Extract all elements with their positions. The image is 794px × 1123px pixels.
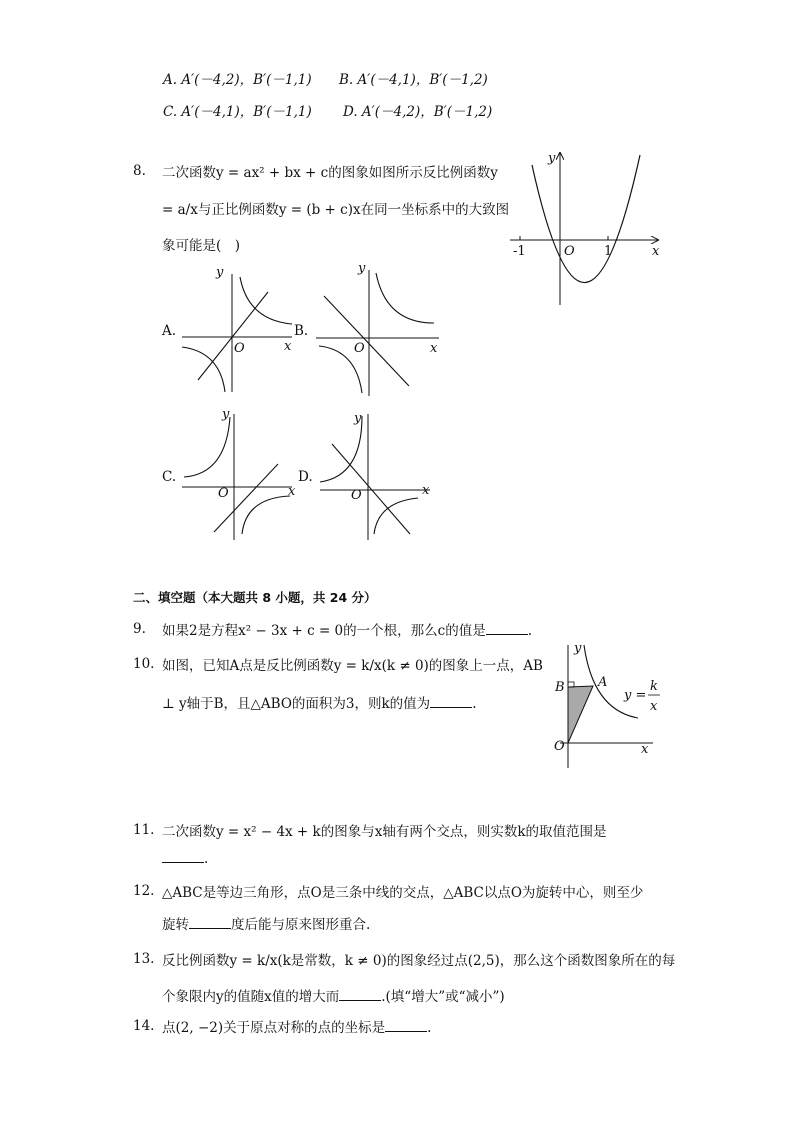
q8-option-a-graph (180, 262, 300, 397)
q9-text: 如果2是方程x² − 3x + c = 0的一个根，那么c的值是 . (162, 623, 533, 639)
point-b-label: B (555, 680, 565, 695)
hyperbola-branch (374, 498, 418, 534)
origin-label: O (554, 739, 565, 754)
origin-label: O (234, 341, 245, 356)
q8-line2: = a/x与正比例函数y = (b + c)x在同一坐标系中的大致图 (162, 202, 510, 218)
q8-option-c-label: C. (162, 469, 177, 485)
origin-label: O (564, 244, 575, 259)
answer-blank[interactable] (162, 861, 204, 863)
q10-hyperbola-graph (548, 640, 668, 770)
x-label: x (652, 244, 660, 259)
q12-number: 12. (133, 883, 155, 899)
right-angle-mark (568, 682, 574, 687)
q12-line1: △ABC是等边三角形，点O是三条中线的交点，△ABC以点O为旋转中心，则至少 (162, 885, 644, 901)
q8-number: 8. (133, 163, 146, 179)
line-graph (324, 296, 409, 386)
q8-option-d-label: D. (298, 469, 313, 485)
y-label: y (222, 407, 230, 422)
tick-neg1-label: -1 (513, 244, 526, 259)
hyperbola-branch (242, 496, 290, 534)
hyperbola-branch (376, 273, 434, 323)
answer-blank[interactable] (486, 633, 528, 635)
hyperbola-branch (184, 417, 230, 477)
x-label: x (430, 341, 438, 356)
q10-line2: ⊥ y轴于B，且△ABO的面积为3，则k的值为 . (162, 696, 477, 712)
q11-line2: . (162, 851, 208, 867)
y-label: y (216, 265, 224, 280)
y-label: y (574, 641, 582, 656)
x-label: x (284, 339, 292, 354)
tick-pos1-label: 1 (604, 244, 613, 259)
q8-option-c-graph (180, 402, 300, 542)
q7-option-d: D. A′(－4,2)，B′(－1,2) (343, 104, 493, 120)
origin-label: O (218, 486, 229, 501)
function-denominator: x (650, 699, 658, 714)
q8-option-b-graph (314, 258, 444, 398)
q14-number: 14. (133, 1018, 155, 1034)
function-numerator: k (650, 679, 658, 694)
q13-number: 13. (133, 951, 155, 967)
q7-option-b: B. A′(－4,1)，B′(－1,2) (339, 72, 488, 88)
origin-label: O (351, 488, 362, 503)
y-label: y (358, 261, 366, 276)
q8-option-b-label: B. (294, 323, 309, 339)
q8-option-a-label: A. (162, 323, 177, 339)
q7-option-a: A. A′(－4,2)，B′(－1,1) (163, 72, 312, 88)
y-label: y (548, 151, 556, 166)
q8-line3: 象可能是( ) (162, 238, 241, 254)
line-graph (332, 444, 410, 534)
x-label: x (641, 742, 649, 757)
origin-label: O (354, 341, 365, 356)
q11-number: 11. (133, 822, 155, 838)
q7-option-c: C. A′(－4,1)，B′(－1,1) (163, 104, 312, 120)
q10-number: 10. (133, 656, 155, 672)
q13-line1: 反比例函数y = k/x(k是常数，k ≠ 0)的图象经过点(2,5)，那么这个函数图象所在的每 (162, 953, 676, 969)
q11-line1: 二次函数y = x² − 4x + k的图象与x轴有两个交点，则实数k的取值范围是 (162, 824, 607, 840)
q10-line1: 如图，已知A点是反比例函数y = k/x(k ≠ 0)的图象上一点，AB (162, 658, 543, 674)
q12-line2: 旋转 度后能与原来图形重合. (162, 917, 371, 933)
answer-blank[interactable] (430, 706, 472, 708)
answer-blank[interactable] (385, 1030, 427, 1032)
parabola-curve (532, 155, 640, 283)
q14-text: 点(2, −2)关于原点对称的点的坐标是 . (162, 1020, 432, 1036)
line-graph (198, 292, 268, 380)
q13-line2: 个象限内y的值随x值的增大而 .(填“增大”或“减小”) (162, 989, 505, 1005)
answer-blank[interactable] (189, 927, 231, 929)
hyperbola-curve (584, 645, 638, 718)
q8-parabola-graph (500, 145, 670, 310)
point-a-label: A (598, 675, 608, 690)
q8-option-d-graph (318, 402, 438, 542)
section-heading: 二、填空题（本大题共 8 小题，共 24 分） (133, 590, 377, 605)
answer-blank[interactable] (339, 999, 381, 1001)
x-label: x (422, 483, 430, 498)
q8-line1: 二次函数y = ax² + bx + c的图象如图所示反比例函数y (162, 165, 498, 181)
x-label: x (288, 484, 296, 499)
q9-number: 9. (133, 621, 146, 637)
y-label: y (354, 411, 362, 426)
function-label: y = (624, 688, 647, 703)
triangle-abo (568, 686, 593, 743)
